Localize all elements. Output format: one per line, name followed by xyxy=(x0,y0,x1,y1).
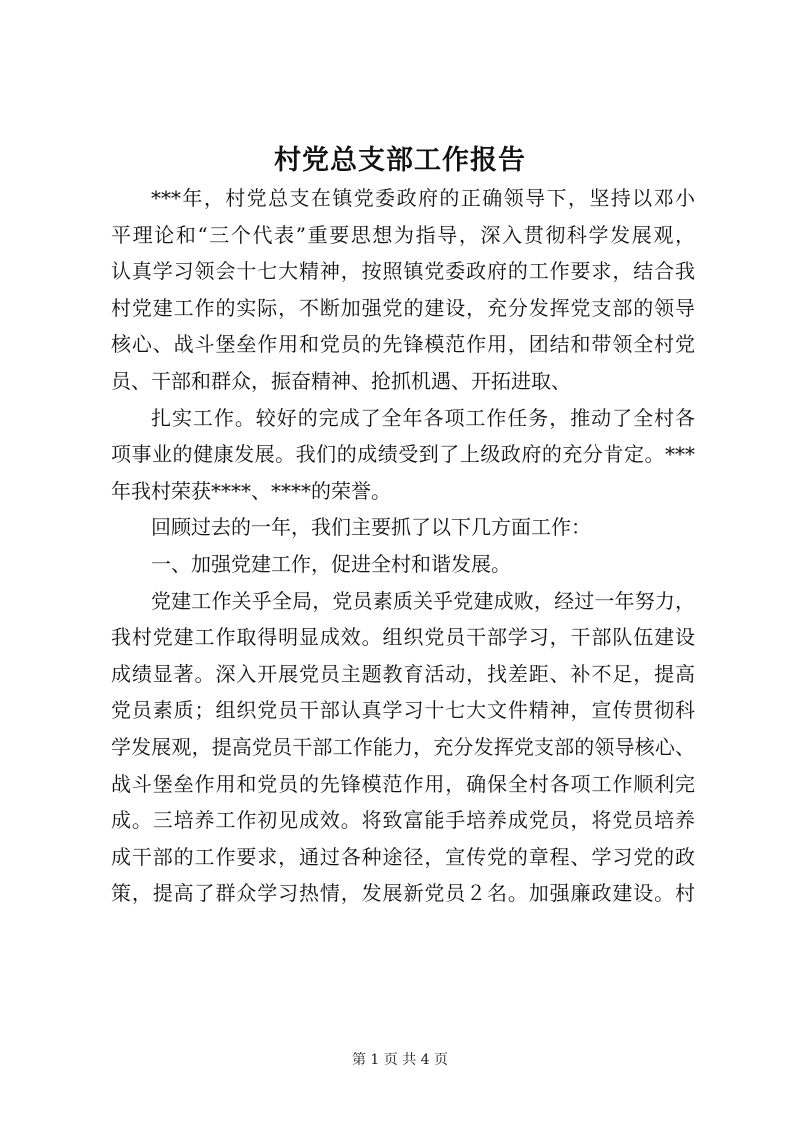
document-title: 村党总支部工作报告 xyxy=(274,145,526,176)
text-line: 村党建工作的实际，不断加强党的建设，充分发挥党支部的领导 xyxy=(111,295,695,320)
text-line: 学发展观，提高党员干部工作能力，充分发挥党支部的领导核心、 xyxy=(111,734,695,759)
text-line: 我村党建工作取得明显成效。组织党员干部学习，干部队伍建设 xyxy=(111,625,695,650)
text-line: 党员素质；组织党员干部认真学习十七大文件精神，宣传贯彻科 xyxy=(111,698,695,723)
text-line: 项事业的健康发展。我们的成绩受到了上级政府的充分肯定。*** xyxy=(111,442,695,467)
text-line: 年我村荣获****、****的荣誉。 xyxy=(111,478,391,503)
text-line: 成绩显著。深入开展党员主题教育活动，找差距、补不足，提高 xyxy=(111,661,695,686)
text-line: 扎实工作。较好的完成了全年各项工作任务，推动了全村各 xyxy=(151,405,695,430)
page-number-footer: 第 1 页 共 4 页 xyxy=(351,1052,449,1068)
text-line: 战斗堡垒作用和党员的先锋模范作用，确保全村各项工作顺利完 xyxy=(111,771,695,796)
text-line: 平理论和“三个代表”重要思想为指导，深入贯彻科学发展观， xyxy=(111,222,695,247)
text-line: 成干部的工作要求，通过各种途径，宣传党的章程、学习党的政 xyxy=(111,844,695,869)
text-line: 策，提高了群众学习热情，发展新党员２名。加强廉政建设。村 xyxy=(111,881,695,906)
text-line: 成。三培养工作初见成效。将致富能手培养成党员，将党员培养 xyxy=(111,808,695,833)
text-line: 一、加强党建工作，促进全村和谐发展。 xyxy=(151,551,511,576)
text-line: 回顾过去的一年，我们主要抓了以下几方面工作： xyxy=(151,515,591,540)
text-line: 员、干部和群众，振奋精神、抢抓机遇、开拓进取、 xyxy=(111,368,571,393)
document-body xyxy=(111,180,695,912)
text-line: ***年，村党总支在镇党委政府的正确领导下，坚持以邓小 xyxy=(151,186,695,210)
text-line: 认真学习领会十七大精神，按照镇党委政府的工作要求，结合我 xyxy=(111,259,695,284)
text-line: 核心、战斗堡垒作用和党员的先锋模范作用，团结和带领全村党 xyxy=(111,332,695,357)
text-line: 党建工作关乎全局，党员素质关乎党建成败，经过一年努力， xyxy=(151,588,695,613)
